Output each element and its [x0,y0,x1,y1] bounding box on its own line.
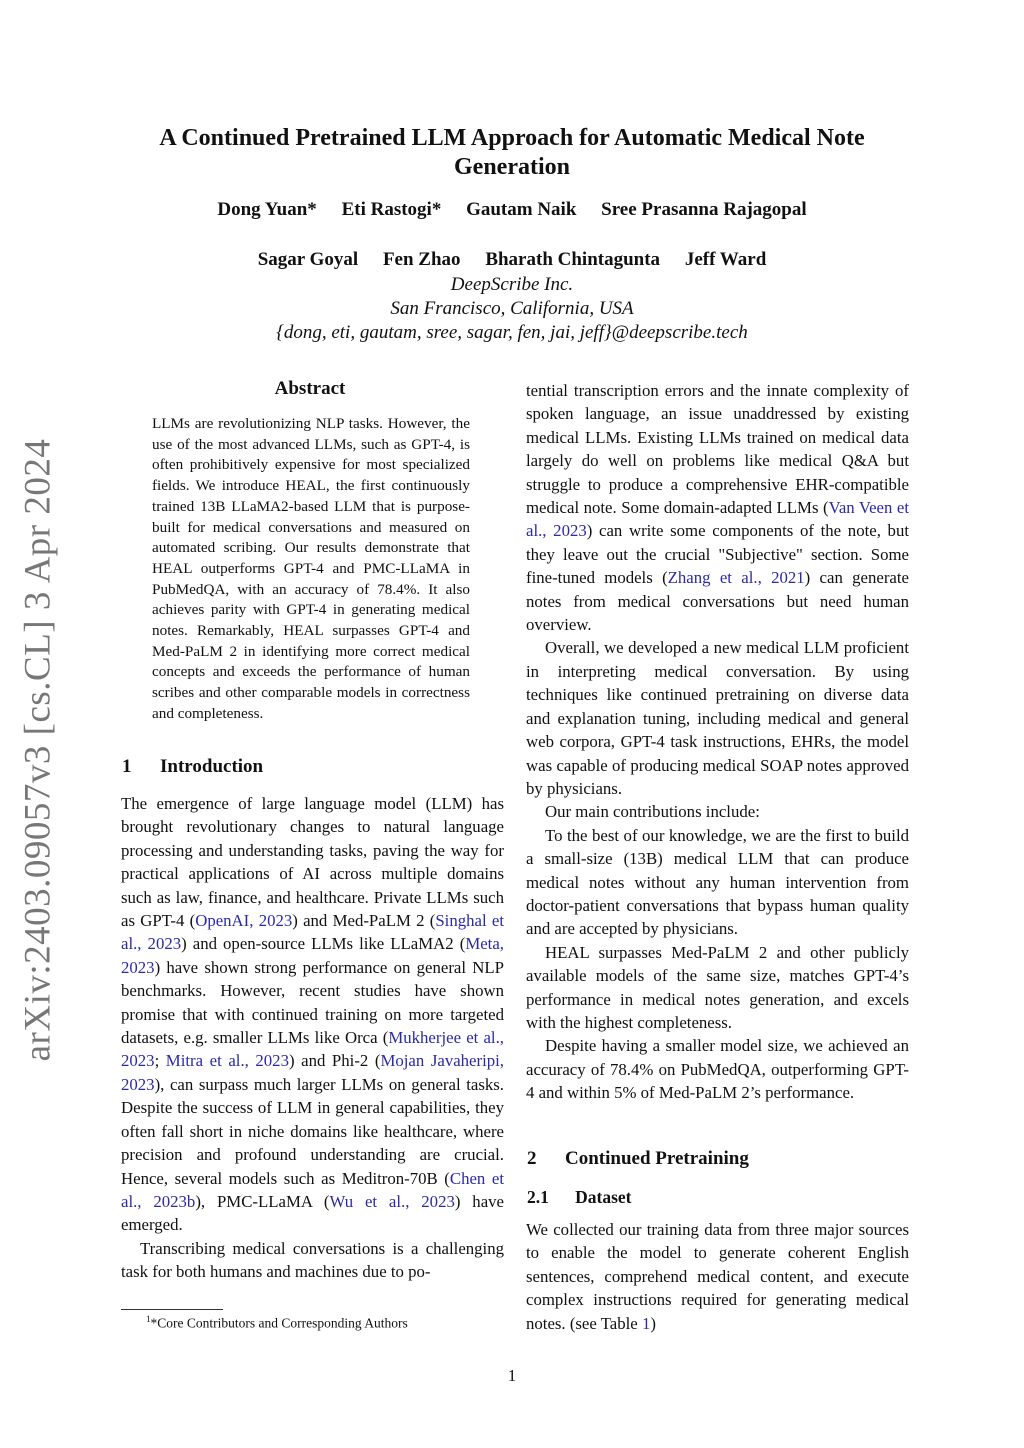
subsection-2-1-heading: 2.1 Dataset [527,1187,632,1207]
author-name: Gautam Naik [466,199,577,220]
citation-link[interactable]: Chen et al., 2023b [121,1168,505,1211]
right-column-body [526,379,909,1105]
affiliation-location: San Francisco, California, USA [390,298,634,319]
abstract-body: LLMs are revolutionizing NLP tasks. However, the use of the most advanced LLMs, such as GPT-4, is often prohibitively expensive for most specialized fields. We introduce HEAL, the first continuously trained 13B LLaMA2-based LLM that is purpose-built for medical conversations and measured on automated scribing. Our results demonstrate that HEAL outperforms GPT-4 and PMC-LLaMA in PubMedQA, with an accuracy of 78.4%. It also achieves parity with GPT-4 in generating medical notes. Remarkably, HEAL surpasses GPT-4 and Med-PaLM 2 in identifying more correct medical concepts and exceeds the performance of human scribes and other comparable models in correctness and completeness. [152,415,470,722]
author-name: Jeff Ward [684,249,767,270]
section-2-heading: 2 Continued Pretraining [527,1148,749,1169]
table-reference-link[interactable]: 1 [641,1313,651,1333]
intro-paragraph: The emergence of large language model (LLM) has brought revolutionary changes to natural language processing and understanding tasks, paving the way for practical applications of AI across multiple domains such as law, finance, and healthcare. Private LLMs such as GPT-4 (OpenAI, 2023) and Med-PaLM 2 (Singhal et al., 2023) and open-source LLMs like LLaMA2 (Meta, 2023) have shown strong performance on general NLP benchmarks. However, recent studies have shown promise that with continued training on more targeted datasets, e.g. smaller LLMs like Orca (Mukherjee et al., 2023; Mitra et al., 2023) and Phi-2 (Mojan Javaheripi, 2023), can surpass much larger LLMs on general tasks. Despite the success of LLM in general capabilities, they often fall short in niche domains like healthcare, where precision and profound understanding are crucial. Hence, several models such as Meditron-70B (Chen et al., 2023b), PMC-LLaMA (Wu et al., 2023) have emerged. [121,794,505,1235]
author-name: Bharath Chintagunta [485,249,661,270]
abstract-heading: Abstract [274,378,346,399]
intro-paragraph: tential transcription errors and the innate complexity of spoken language, an issue unaddressed by existing medical LLMs. Existing LLMs trained on medical data largely do well on problems like medical Q&A but struggle to produce a comprehensive EHR-compatible medical note. Some domain-adapted LLMs (Van Veen et al., 2023) can write some components of the note, but they leave out the crucial "Subjective" section. Some fine-tuned models (Zhang et al., 2021) can generate notes from medical conversations but need human overview. [526,381,910,635]
section-1-heading: 1 Introduction [122,756,264,777]
footnote: $^1$*Core Contributors and Corresponding Authors [146,1314,408,1331]
citation-link[interactable]: OpenAI, 2023 [195,911,293,931]
dataset-paragraph: We collected our training data from three major sources to enable the model to generate coherent English sentences, comprehend medical content, and execute complex instructions required for generating medical notes. (see Table 1) [526,1220,909,1333]
citation-link[interactable]: Zhang et al., 2021 [667,568,805,588]
affiliation-org: DeepScribe Inc. [450,274,574,295]
paper-title: A Continued Pretrained LLM Approach for Automatic Medical Note Generation [159,125,865,180]
author-name: Fen Zhao [382,249,461,270]
author-name: Sagar Goyal [257,249,359,270]
citation-link[interactable]: Singhal et al., 2023 [121,911,504,954]
arxiv-id-label: arXiv:2403.09057v3 [cs.CL] 3 Apr 2024 [17,438,59,1062]
contribution-paragraph: To the best of our knowledge, we are the first to build a small-size (13B) medical LLM that can produce medical notes without any human intervention from doctor-patient conversations that bypass human quality and are accepted by physicians. [526,825,909,939]
citation-link[interactable]: Wu et al., 2023 [329,1191,455,1211]
intro-paragraph: Our main contributions include: [545,802,760,822]
author-list-row-2 [120,249,904,271]
citation-link[interactable]: Meta, 2023 [121,934,504,977]
intro-paragraph: Overall, we developed a new medical LLM proficient in interpreting medical conversation. By using techniques like continued pretraining on diverse data and explanation tuning, including medical and general web corpora, GPT-4 task instructions, EHRs, the model was capable of producing medical SOAP notes approved by physicians. [526,638,909,798]
author-name: Dong Yuan* [217,199,317,220]
author-email: {dong, eti, gautam, sree, sagar, fen, jai, jeff}@deepscribe.tech [276,322,748,343]
citation-link[interactable]: Van Veen et al., 2023 [526,498,910,541]
citation-link[interactable]: Mojan Javaheripi, 2023 [121,1051,504,1094]
citation-link[interactable]: Mukherjee et al., 2023 [121,1028,504,1071]
contribution-paragraph: Despite having a smaller model size, we achieved an accuracy of 78.4% on PubMedQA, outperforming GPT-4 and within 5% of Med-PaLM 2’s performance. [526,1036,909,1103]
citation-link[interactable]: Mitra et al., 2023 [165,1051,289,1071]
author-name: Sree Prasanna Rajagopal [601,199,807,220]
contribution-paragraph: HEAL surpasses Med-PaLM 2 and other publicly available models of the same size, matches GPT-4’s performance in medical notes generation, and excels with the highest completeness. [526,942,909,1032]
author-name: Eti Rastogi* [341,199,442,220]
author-list-row-1 [120,199,904,221]
footnote-divider [121,1309,223,1310]
arxiv-sidebar-stamp [8,438,68,1062]
page-number: 1 [507,1366,517,1385]
intro-paragraph-continued: Transcribing medical conversations is a challenging task for both humans and machines due to po- [121,1238,504,1282]
left-column-body [121,792,504,1284]
